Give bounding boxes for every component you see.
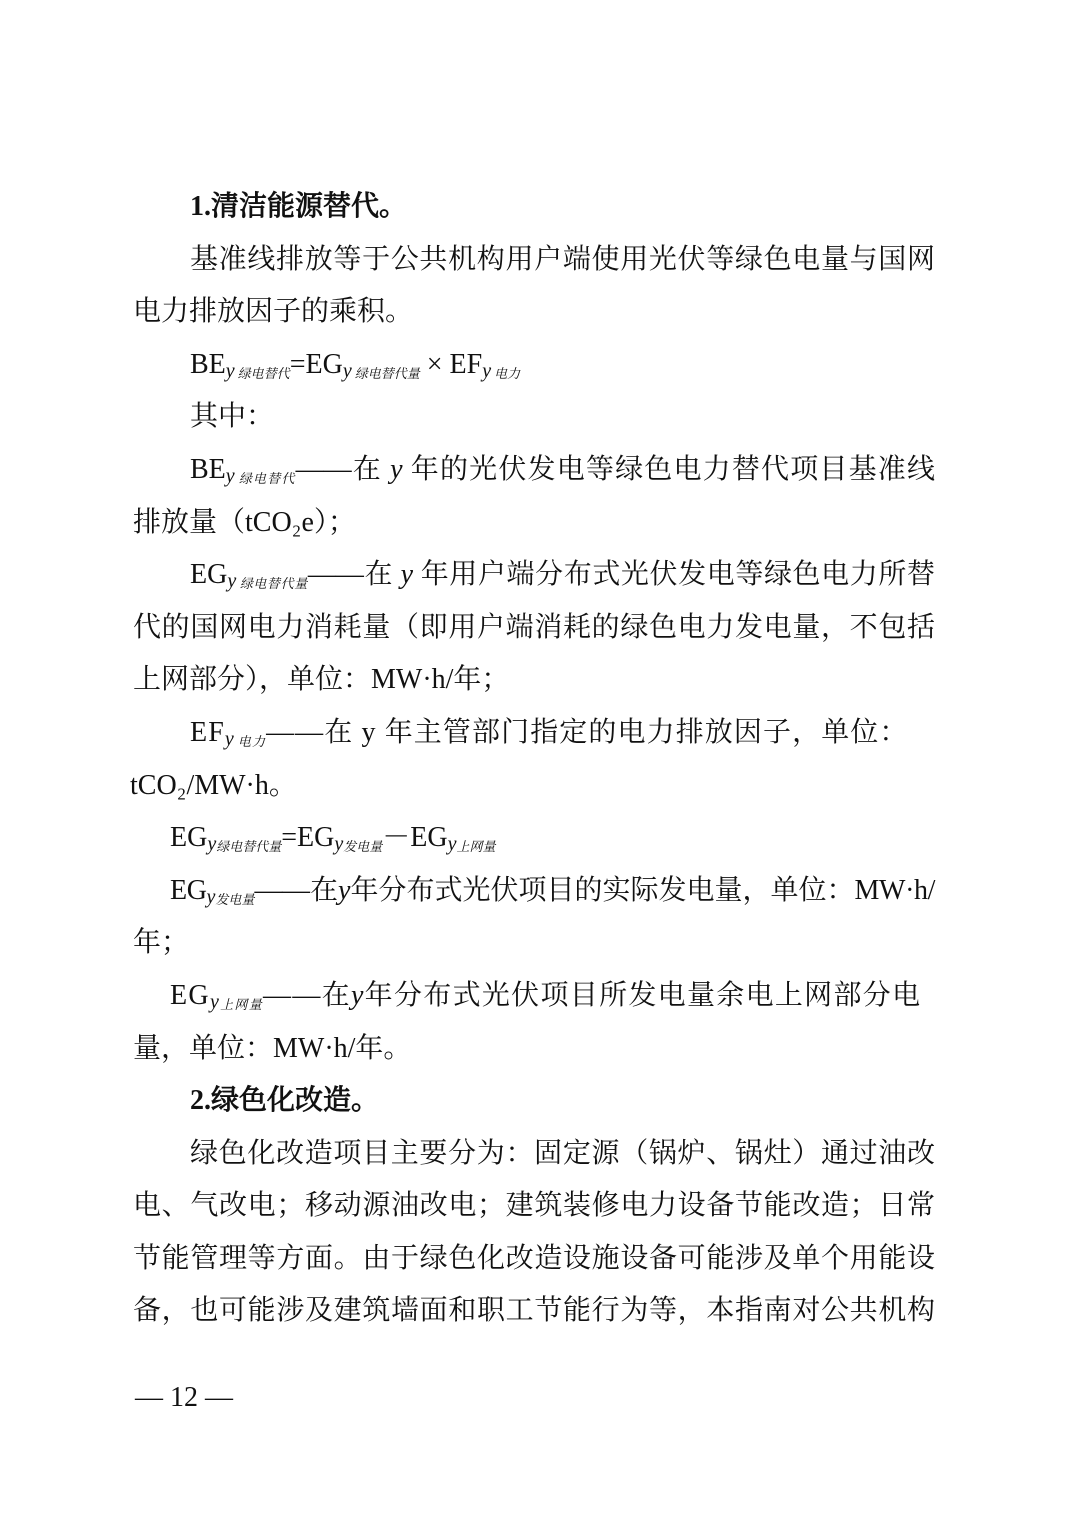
definition-text: 年分布式光伏项目所发电量余电上网部分电 xyxy=(364,979,922,1011)
inline-variable: y xyxy=(361,716,377,748)
subscript-label: 电力 xyxy=(494,365,521,381)
subscript-variable: y xyxy=(227,570,237,593)
subscript-label: 发电量 xyxy=(215,891,255,907)
paragraph-line: 排放量（tCO₂e）； xyxy=(133,506,356,538)
definition-text: ——在 xyxy=(307,559,401,591)
definition-text: ——在 xyxy=(266,716,362,748)
section-heading-clean-energy: 1.清洁能源替代。 xyxy=(190,191,408,222)
definition-ef-line xyxy=(133,707,935,760)
subscript-label: 绿电替代量 xyxy=(239,576,308,592)
subscript-variable: y xyxy=(224,727,235,750)
subscript-variable: y xyxy=(207,833,217,856)
paragraph-line: 基准线排放等于公共机构用户端使用光伏等绿色电量与国网 xyxy=(190,243,935,275)
subscript-variable: y xyxy=(209,990,221,1013)
definition-term: BE xyxy=(190,453,226,485)
formula-term: BE xyxy=(190,348,226,380)
subscript-label: 绿电替代 xyxy=(237,470,296,486)
formula-term: －EG xyxy=(382,822,448,854)
definition-term: EG xyxy=(170,979,210,1011)
page-body xyxy=(130,181,935,1338)
paragraph-line: 上网部分），单位：MW·h/年； xyxy=(133,664,510,696)
subscript-variable: y xyxy=(225,359,235,382)
paragraph-line: 量，单位：MW·h/年。 xyxy=(133,1032,412,1064)
paragraph-line: 年； xyxy=(133,927,190,959)
inline-variable: y xyxy=(390,453,403,485)
subscript-variable: y xyxy=(447,833,457,856)
definition-text: 年主管部门指定的电力排放因子，单位： xyxy=(376,716,909,748)
subscript-label: 绿电替代量 xyxy=(216,839,282,855)
inline-variable: y xyxy=(350,979,365,1011)
definition-text: ——在 xyxy=(263,979,351,1011)
definition-term: EF xyxy=(190,716,225,748)
definition-text: 年的光伏发电等绿色电力替代项目基准线 xyxy=(402,453,935,485)
subscript-label: 上网量 xyxy=(220,996,264,1012)
formula-term: =EG xyxy=(281,822,335,854)
paragraph-line: 电力排放因子的乘积。 xyxy=(133,296,414,328)
paragraph-line: tCO₂/MW·h。 xyxy=(130,769,297,801)
definition-be-line xyxy=(133,444,935,497)
inline-variable: y xyxy=(338,874,351,906)
definition-text: ——在 xyxy=(254,874,339,906)
subscript-label: 上网量 xyxy=(456,839,496,855)
definition-eg-line xyxy=(133,549,935,602)
subscript-variable: y xyxy=(225,464,235,487)
subscript-variable: y xyxy=(482,359,492,382)
subscript-label: 电力 xyxy=(237,733,267,749)
page-number: — 12 — xyxy=(135,1382,233,1413)
formula-green-power-replacement xyxy=(133,812,935,865)
formula-baseline-emission xyxy=(133,339,935,392)
definition-term: EG xyxy=(190,559,228,591)
subscript-label: 绿电替代量 xyxy=(354,365,420,381)
definition-term: EG xyxy=(170,874,207,906)
subscript-variable: y xyxy=(342,359,352,382)
formula-term: =EG xyxy=(289,348,343,380)
formula-term: EG xyxy=(170,822,208,854)
definition-generation-line xyxy=(133,865,935,918)
where-label: 其中： xyxy=(190,401,275,433)
subscript-label: 绿电替代 xyxy=(237,365,290,381)
subscript-label: 发电量 xyxy=(343,839,383,855)
definition-text: ——在 xyxy=(295,453,391,485)
paragraph-line: 绿色化改造项目主要分为：固定源（锅炉、锅灶）通过油改 xyxy=(190,1137,935,1169)
paragraph-line: 节能管理等方面。由于绿色化改造设施设备可能涉及单个用能设 xyxy=(133,1242,935,1274)
paragraph-line: 备，也可能涉及建筑墙面和职工节能行为等，本指南对公共机构 xyxy=(133,1295,935,1327)
definition-text: 年分布式光伏项目的实际发电量，单位：MW·h/ xyxy=(350,874,935,906)
definition-grid-line xyxy=(133,970,935,1023)
definition-text: 年用户端分布式光伏发电等绿色电力所替 xyxy=(413,559,935,591)
subscript-variable: y xyxy=(206,885,216,908)
section-heading-green-retrofit: 2.绿色化改造。 xyxy=(190,1085,380,1117)
formula-term: × EF xyxy=(419,348,483,380)
subscript-variable: y xyxy=(334,833,344,856)
inline-variable: y xyxy=(400,559,414,591)
paragraph-line: 代的国网电力消耗量（即用户端消耗的绿色电力发电量，不包括 xyxy=(133,611,935,643)
paragraph-line: 电、气改电；移动源油改电；建筑装修电力设备节能改造；日常 xyxy=(133,1190,935,1222)
